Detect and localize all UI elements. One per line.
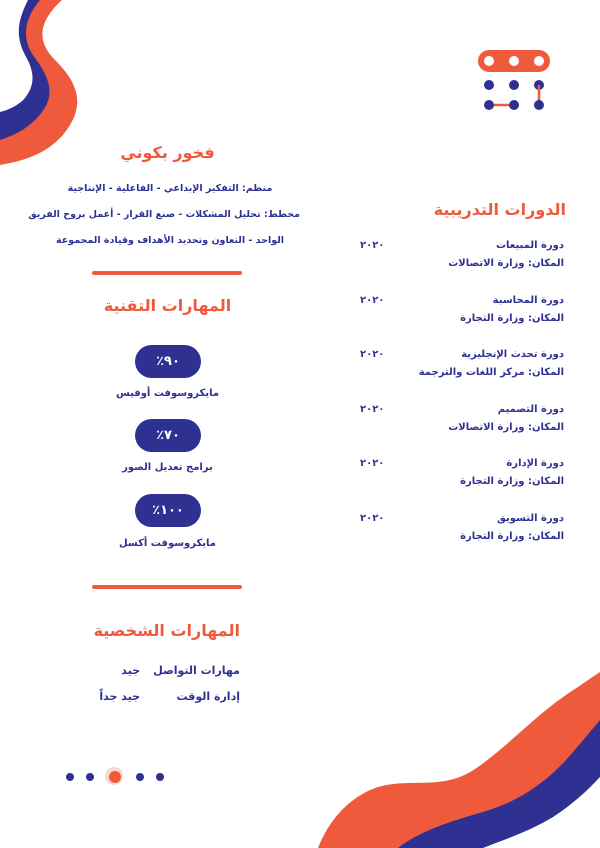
course-place: المكان: مركز اللغات والترجمة [418,367,564,378]
course-name: دورة التسويق [497,513,564,524]
course-place: المكان: وزارة التجارة [460,476,564,487]
profile-line-1: منظم: التفكير الإبداعي - الفاعلية - الإنتاجية [67,183,273,194]
skill-name: برامج تعديل الصور [122,462,213,473]
course-place: المكان: وزارة الاتصالات [448,258,564,269]
page-dot [86,773,94,781]
page-dot [136,773,144,781]
course-name: دورة المبيعات [496,240,564,251]
course-place: المكان: وزارة التجارة [460,531,564,542]
course-name: دورة التصميم [497,404,564,415]
course-year: ٢٠٢٠ [360,240,385,251]
section-divider [92,585,242,589]
page-indicator [60,768,170,786]
course-place: المكان: وزارة الاتصالات [448,422,564,433]
course-year: ٢٠٢٠ [360,349,385,360]
course-year: ٢٠٢٠ [360,295,385,306]
course-year: ٢٠٢٠ [360,404,385,415]
course-year: ٢٠٢٠ [360,458,385,469]
skill-name: مايكروسوفت أوفيس [115,388,220,399]
skill-percent-badge: ٩٠٪ [135,345,201,378]
profile-line-2: مخطط: تحليل المشكلات - صنع القرار - أعمل بروح الفريق [28,209,300,220]
courses-title: الدورات التدريبية [433,200,566,219]
personal-skill-name: إدارة الوقت [176,690,240,703]
course-place: المكان: وزارة التجارة [460,313,564,324]
personal-skill-level: جيد [121,664,140,677]
personal-skills-title: المهارات الشخصية [93,621,240,640]
tech-skills-title: المهارات التقنية [103,296,232,315]
course-name: دورة الإدارة [506,458,564,469]
skill-percent-badge: ٧٠٪ [135,419,201,452]
logo-icon [474,48,554,112]
page-dot-active [106,768,124,786]
section-divider [92,271,242,275]
course-year: ٢٠٢٠ [360,513,385,524]
skill-name: مايكروسوفت أكسل [118,538,217,549]
page-dot [66,773,74,781]
course-name: دورة تحدث الإنجليزية [461,349,564,360]
page-dot [156,773,164,781]
decorative-wave-bottom [318,672,600,848]
course-name: دورة المحاسبة [492,295,564,306]
person-name: فخور بكوني [120,143,215,162]
personal-skill-level: جيد جداً [99,690,140,703]
personal-skill-name: مهارات التواصل [153,664,240,677]
profile-line-3: الواحد - التعاون وتحديد الأهداف وقيادة المجموعة [55,235,285,246]
skill-percent-badge: ١٠٠٪ [135,494,201,527]
